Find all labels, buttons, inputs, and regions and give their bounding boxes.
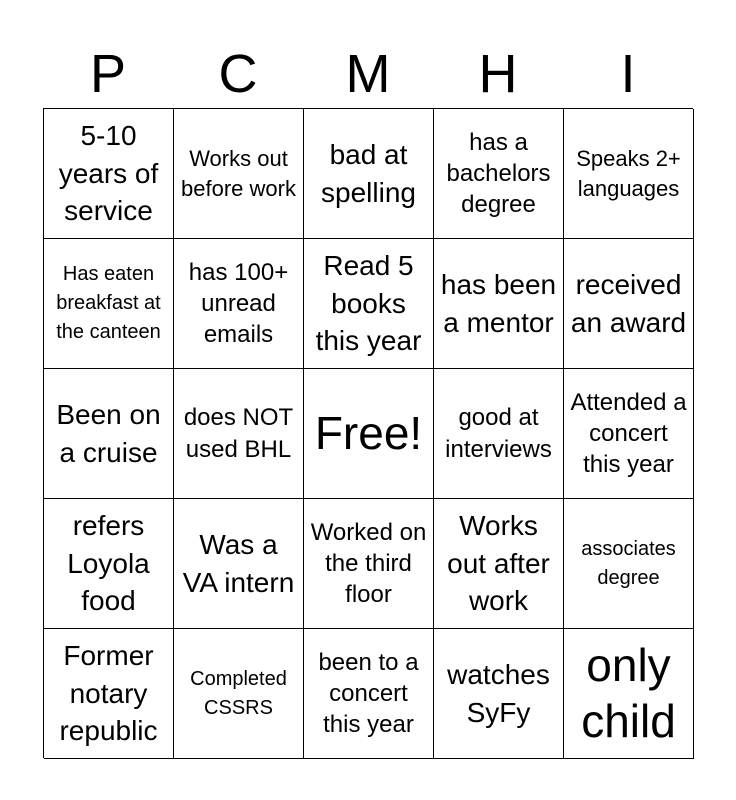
bingo-header <box>43 40 693 108</box>
bingo-cell[interactable] <box>44 109 174 239</box>
cell-text: has been a mentor <box>440 268 557 338</box>
bingo-cell[interactable] <box>564 499 694 629</box>
bingo-cell[interactable] <box>564 629 694 759</box>
bingo-cell[interactable] <box>434 629 564 759</box>
bingo-cell[interactable] <box>304 629 434 759</box>
cell-text: Attended a concert this year <box>570 388 687 479</box>
bingo-cell[interactable] <box>174 109 304 239</box>
bingo-cell[interactable] <box>44 499 174 629</box>
bingo-cell[interactable] <box>44 369 174 499</box>
bingo-cell[interactable] <box>304 109 434 239</box>
cell-text: received an award <box>570 268 687 338</box>
free-space-cell[interactable] <box>304 369 434 499</box>
cell-text: Read 5 books this year <box>315 249 422 357</box>
cell-text: associates degree <box>581 537 676 589</box>
cell-text: Works out after work <box>447 509 550 617</box>
cell-text: has 100+ unread emails <box>188 258 289 349</box>
header-letter-i: I <box>620 44 636 104</box>
cell-text: been to a concert this year <box>318 648 419 739</box>
cell-text: does NOT used BHL <box>183 404 294 463</box>
bingo-cell[interactable] <box>304 239 434 369</box>
bingo-cell[interactable] <box>174 629 304 759</box>
bingo-cell[interactable] <box>434 369 564 499</box>
bingo-cell[interactable] <box>564 369 694 499</box>
header-letter-p: P <box>89 44 127 104</box>
header-letter-h: H <box>478 44 518 104</box>
bingo-cell[interactable] <box>174 369 304 499</box>
cell-text: Speaks 2+ languages <box>576 145 681 201</box>
bingo-cell[interactable] <box>174 239 304 369</box>
cell-text: Works out before work <box>181 145 296 201</box>
cell-text: Been on a cruise <box>56 398 161 468</box>
cell-text: Completed CSSRS <box>190 667 287 719</box>
cell-text: has a bachelors degree <box>446 128 551 219</box>
cell-text: good at interviews <box>445 404 552 463</box>
cell-text: Worked on the third floor <box>310 518 427 609</box>
cell-text: only child <box>581 639 676 747</box>
header-letter-c: C <box>218 44 258 104</box>
bingo-cell[interactable] <box>174 499 304 629</box>
bingo-cell[interactable] <box>44 239 174 369</box>
cell-text: Was a VA intern <box>182 528 295 598</box>
bingo-cell[interactable] <box>434 109 564 239</box>
cell-text: Former notary republic <box>59 639 158 747</box>
bingo-cell[interactable] <box>434 499 564 629</box>
bingo-cell[interactable] <box>304 499 434 629</box>
bingo-cell[interactable] <box>44 629 174 759</box>
bingo-cell[interactable] <box>434 239 564 369</box>
bingo-card <box>43 108 693 758</box>
cell-text: refers Loyola food <box>67 509 150 617</box>
bingo-cell[interactable] <box>564 239 694 369</box>
header-letter-m: M <box>345 44 391 104</box>
cell-text: watches SyFy <box>447 658 550 728</box>
cell-text: 5-10 years of service <box>58 119 159 227</box>
cell-text: Free! <box>314 406 423 459</box>
cell-text: Has eaten breakfast at the canteen <box>56 263 161 343</box>
cell-text: bad at spelling <box>321 138 416 208</box>
bingo-cell[interactable] <box>564 109 694 239</box>
